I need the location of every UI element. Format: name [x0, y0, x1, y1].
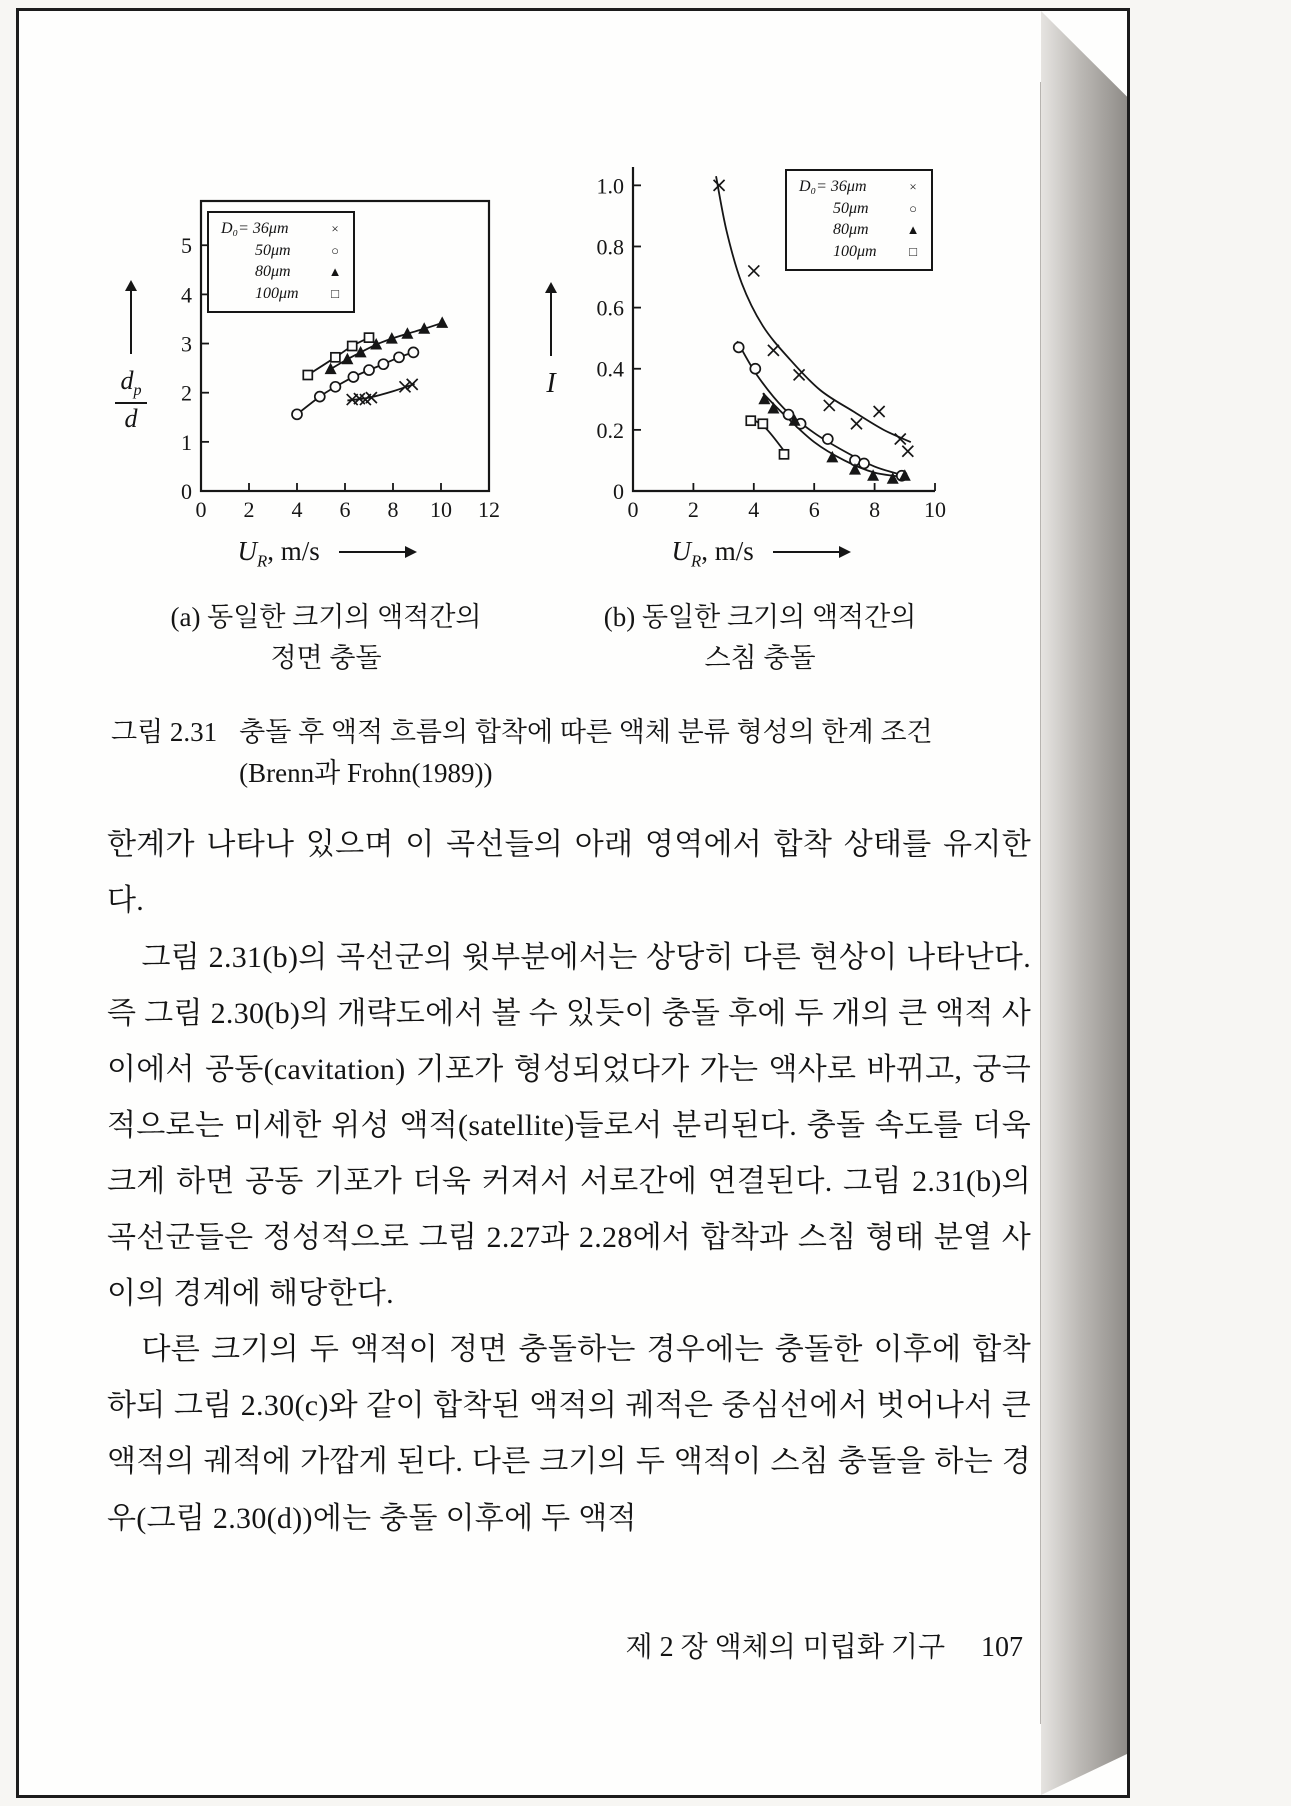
- x-marker-icon: ×: [331, 221, 339, 237]
- chart-b-caption: [527, 597, 949, 678]
- svg-text:10: 10: [924, 497, 946, 522]
- figure-caption-line1: 충돌 후 액적 흐름의 합착에 따른 액체 분류 형성의 한계 조건: [239, 717, 933, 748]
- chart-a-caption: [107, 597, 501, 678]
- svg-text:1: 1: [181, 429, 192, 455]
- x-marker-icon: ×: [909, 179, 917, 195]
- chart-a-legend: [207, 211, 355, 313]
- svg-text:2: 2: [687, 497, 699, 522]
- svg-text:3: 3: [181, 331, 192, 357]
- chart-b: [527, 157, 949, 678]
- svg-text:12: 12: [478, 497, 500, 522]
- svg-text:0: 0: [195, 497, 207, 522]
- xlabel-symbol: U: [671, 536, 691, 566]
- chart-b-caption-line1: (b) 동일한 크기의 액적간의: [603, 602, 917, 633]
- svg-text:5: 5: [181, 233, 192, 259]
- dp-over-d-fraction: [115, 366, 146, 433]
- chart-b-xlabel: [527, 536, 949, 571]
- svg-text:0: 0: [613, 479, 624, 504]
- page-footer: [107, 1625, 1031, 1665]
- xlabel-units: , m/s: [701, 536, 754, 566]
- legend-row: [221, 261, 343, 283]
- chart-b-legend: [785, 169, 933, 271]
- triangle-marker-icon: ▲: [328, 264, 342, 280]
- chart-a: [107, 189, 501, 678]
- legend-row: [799, 198, 921, 220]
- svg-text:2: 2: [243, 497, 255, 522]
- body-text: [107, 817, 1031, 1546]
- svg-text:8: 8: [387, 497, 399, 522]
- svg-text:10: 10: [430, 497, 452, 522]
- legend-row: [799, 219, 921, 241]
- page-edge: [1041, 11, 1127, 1795]
- figure-2-31: [107, 157, 1031, 678]
- ylabel-numerator: d: [120, 365, 134, 395]
- right-arrow-icon: [773, 551, 849, 553]
- circle-marker-icon: ○: [909, 200, 917, 216]
- legend-label: 50μm: [833, 199, 869, 217]
- circle-marker-icon: ○: [331, 242, 339, 258]
- xlabel-subscript: R: [691, 551, 702, 571]
- figure-caption-source: (Brenn과 Frohn(1989)): [239, 757, 493, 788]
- svg-text:6: 6: [808, 497, 820, 522]
- legend-row: [799, 176, 921, 198]
- body-paragraph-1: 한계가 나타나 있으며 이 곡선들의 아래 영역에서 합착 상태를 유지한다.: [107, 828, 1031, 918]
- svg-text:4: 4: [291, 497, 303, 522]
- svg-text:0.4: 0.4: [596, 356, 624, 382]
- ylabel-numerator-sub: p: [133, 382, 142, 400]
- chart-b-row: [527, 157, 949, 534]
- page-number: 107: [981, 1631, 1023, 1663]
- legend-label: D₀= 36μm: [221, 220, 289, 237]
- triangle-marker-icon: ▲: [906, 222, 920, 238]
- figure-number: 그림 2.31: [111, 717, 218, 748]
- svg-text:1.0: 1.0: [596, 173, 624, 199]
- chart-a-xlabel: [107, 536, 501, 571]
- xlabel-symbol: U: [237, 536, 257, 566]
- up-arrow-icon: [130, 290, 132, 354]
- legend-label: 100μm: [833, 242, 877, 260]
- svg-text:0.2: 0.2: [596, 417, 624, 443]
- svg-text:0: 0: [181, 479, 192, 504]
- legend-label: 80μm: [833, 221, 869, 239]
- legend-label: 80μm: [255, 263, 291, 281]
- chart-b-wrap: [571, 157, 949, 534]
- chart-a-caption-line2: 정면 충돌: [270, 642, 382, 673]
- square-marker-icon: □: [331, 285, 339, 301]
- ylabel-symbol-I: I: [546, 367, 556, 399]
- legend-row: [799, 241, 921, 263]
- chart-a-row: [107, 189, 501, 534]
- right-arrow-icon: [339, 551, 415, 553]
- svg-text:0: 0: [627, 497, 639, 522]
- legend-label: 100μm: [255, 284, 299, 302]
- legend-label: D₀= 36μm: [799, 178, 867, 195]
- svg-text:4: 4: [748, 497, 760, 522]
- book-page: [16, 8, 1130, 1798]
- body-paragraph-3: 다른 크기의 두 액적이 정면 충돌하는 경우에는 충돌한 이후에 합착하되 그림 2.30(c)와 같이 합착된 액적의 궤적은 중심선에서 벗어나서 큰 액적의 궤적에 가깝게 된다. 다른 크기의 두 액적이 스침 충돌을 하는 경우(그림 2.30(d))에는 충돌 이후에 두 액적: [107, 1333, 1031, 1535]
- chart-a-wrap: [151, 189, 501, 534]
- body-paragraph-2: 그림 2.31(b)의 곡선군의 윗부분에서는 상당히 다른 현상이 나타난다. 즉 그림 2.30(b)의 개략도에서 볼 수 있듯이 충돌 후에 두 개의 큰 액적 사이에서 공동(cavitation) 기포가 형성되었다가 가는 액사로 바뀌고, 궁극적으로는 미세한 위성 액적(satellite)들로서 분리된다. 충돌 속도를 더욱 크게 하면 공동 기포가 더욱 커져서 서로간에 연결된다. 그림 2.31(b)의 곡선군들은 정성적으로 그림 2.27과 2.28에서 합착과 스침 형태 분열 사이의 경계에 해당한다.: [107, 940, 1031, 1311]
- xlabel-units: , m/s: [267, 536, 320, 566]
- figure-caption: [107, 712, 1031, 793]
- figure-caption-text: [239, 712, 932, 793]
- chart-a-caption-line1: (a) 동일한 크기의 액적간의: [170, 602, 482, 633]
- svg-text:8: 8: [869, 497, 881, 522]
- chart-a-ylabel: [107, 290, 155, 433]
- svg-text:0.6: 0.6: [596, 295, 624, 321]
- chart-b-caption-line2: 스침 충돌: [704, 642, 816, 673]
- xlabel-subscript: R: [257, 551, 268, 571]
- page-content: [107, 11, 1031, 1795]
- svg-text:6: 6: [339, 497, 351, 522]
- svg-text:4: 4: [181, 282, 192, 308]
- legend-row: [221, 218, 343, 240]
- square-marker-icon: □: [909, 243, 917, 259]
- svg-text:0.8: 0.8: [596, 234, 624, 260]
- up-arrow-icon: [550, 292, 552, 356]
- page-edge-line: [1040, 82, 1041, 1723]
- chart-b-ylabel: [527, 292, 575, 400]
- legend-row: [221, 283, 343, 305]
- legend-row: [221, 240, 343, 262]
- svg-text:2: 2: [181, 380, 192, 406]
- ylabel-denominator: d: [124, 404, 138, 434]
- chapter-title: 제 2 장 액체의 미립화 기구: [625, 1631, 945, 1663]
- legend-label: 50μm: [255, 241, 291, 259]
